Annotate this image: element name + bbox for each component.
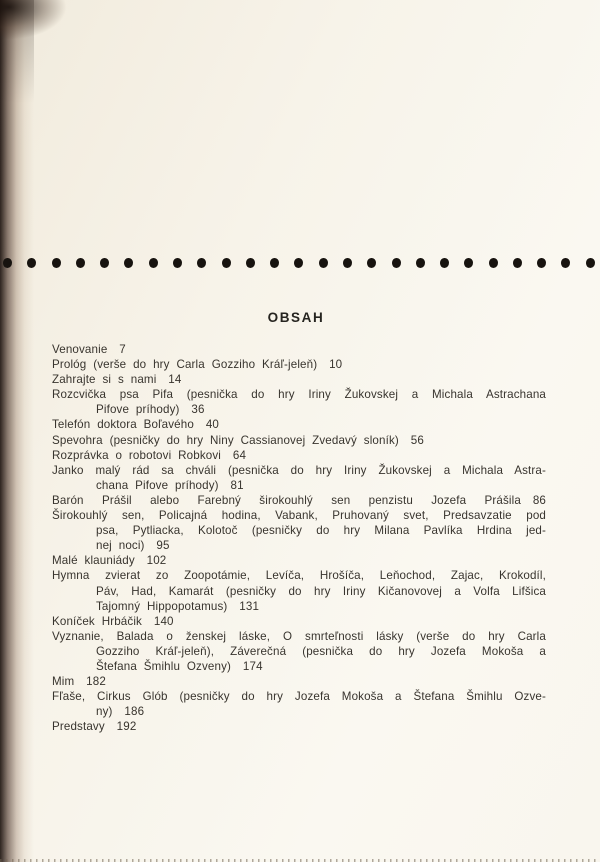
toc-line: Spevohra (pesničky do hry Niny Cassianovej Zvedavý sloník) 56 <box>52 433 424 447</box>
toc-line: psa, Pytliacka, Kolotoč (pesničky do hry Milana Pavlíka Hrdina jed- <box>96 524 546 538</box>
decorative-dots-row <box>3 257 595 269</box>
dot <box>124 258 133 268</box>
dot <box>392 258 401 268</box>
dot <box>489 258 498 268</box>
toc-line: Koníček Hrbáčik 140 <box>52 614 174 628</box>
toc-line: Predstavy 192 <box>52 720 137 734</box>
dot <box>270 258 279 268</box>
dot <box>513 258 522 268</box>
dot <box>561 258 570 268</box>
toc-line: Vyznanie, Balada o ženskej láske, O smrteľnosti lásky (verše do hry Carla <box>52 629 546 643</box>
scan-shadow-left <box>0 0 34 862</box>
toc-line: Hymna zvierat zo Zoopotámie, Levíča, Hrošíča, Leňochod, Zajac, Krokodíl, <box>52 569 546 583</box>
toc-line: Štefana Šmihlu Ozveny) 174 <box>96 659 263 673</box>
dot <box>173 258 182 268</box>
toc-line: Fľaše, Cirkus Glób (pesničky do hry Jozefa Mokoša a Štefana Šmihlu Ozve- <box>52 690 546 704</box>
toc-line: Janko malý rád sa chváli (pesnička do hry Iriny Žukovskej a Michala Astra- <box>52 463 546 477</box>
dot <box>537 258 546 268</box>
toc-line: chana Pifove príhody) 81 <box>96 478 244 492</box>
toc-line: Širokouhlý sen, Policajná hodina, Vabank, Pruhovaný svet, Predsavzatie pod <box>52 509 546 523</box>
dot <box>100 258 109 268</box>
dot <box>367 258 376 268</box>
toc-line: Tajomný Hippopotamus) 131 <box>96 599 260 613</box>
dot <box>52 258 61 268</box>
toc-line: Telefón doktora Boľavého 40 <box>52 418 219 432</box>
toc-line: Malé klauniády 102 <box>52 554 167 568</box>
contents-heading: OBSAH <box>267 310 325 325</box>
dot <box>3 258 12 268</box>
dot <box>76 258 85 268</box>
dot <box>416 258 425 268</box>
dot <box>294 258 303 268</box>
toc-line: Páv, Had, Kamarát (pesničky do hry Iriny Kičanovovej a Volfa Lifšica <box>96 584 546 598</box>
dot <box>27 258 36 268</box>
dot <box>197 258 206 268</box>
dot <box>586 258 595 268</box>
toc-line: Zahrajte si s nami 14 <box>52 373 182 387</box>
toc-line: Venovanie 7 <box>52 343 126 356</box>
dot <box>440 258 449 268</box>
dot <box>222 258 231 268</box>
toc-line: nej noci) 95 <box>96 539 170 553</box>
dot <box>464 258 473 268</box>
toc-line: Barón Prášil alebo Farebný širokouhlý sen penzistu Jozefa Prášila 86 <box>52 493 546 507</box>
toc-line: Prológ (verše do hry Carla Gozziho Kráľ-jeleň) 10 <box>52 358 343 372</box>
toc-line: Gozziho Kráľ-jeleň), Záverečná (pesnička do hry Jozefa Mokoša a <box>96 644 546 658</box>
toc-line: Rozprávka o robotovi Robkovi 64 <box>52 448 247 462</box>
dot <box>149 258 158 268</box>
toc-line: Pifove príhody) 36 <box>96 403 205 417</box>
toc-line: ny) 186 <box>96 705 145 719</box>
dot <box>246 258 255 268</box>
toc-line: Rozcvička psa Pifa (pesnička do hry Iriny Žukovskej a Michala Astrachana <box>52 388 546 402</box>
dot <box>319 258 328 268</box>
scan-shadow-top-left-corner <box>0 0 110 70</box>
dot <box>343 258 352 268</box>
toc-line: Mim 182 <box>52 675 106 689</box>
table-of-contents <box>52 342 546 734</box>
